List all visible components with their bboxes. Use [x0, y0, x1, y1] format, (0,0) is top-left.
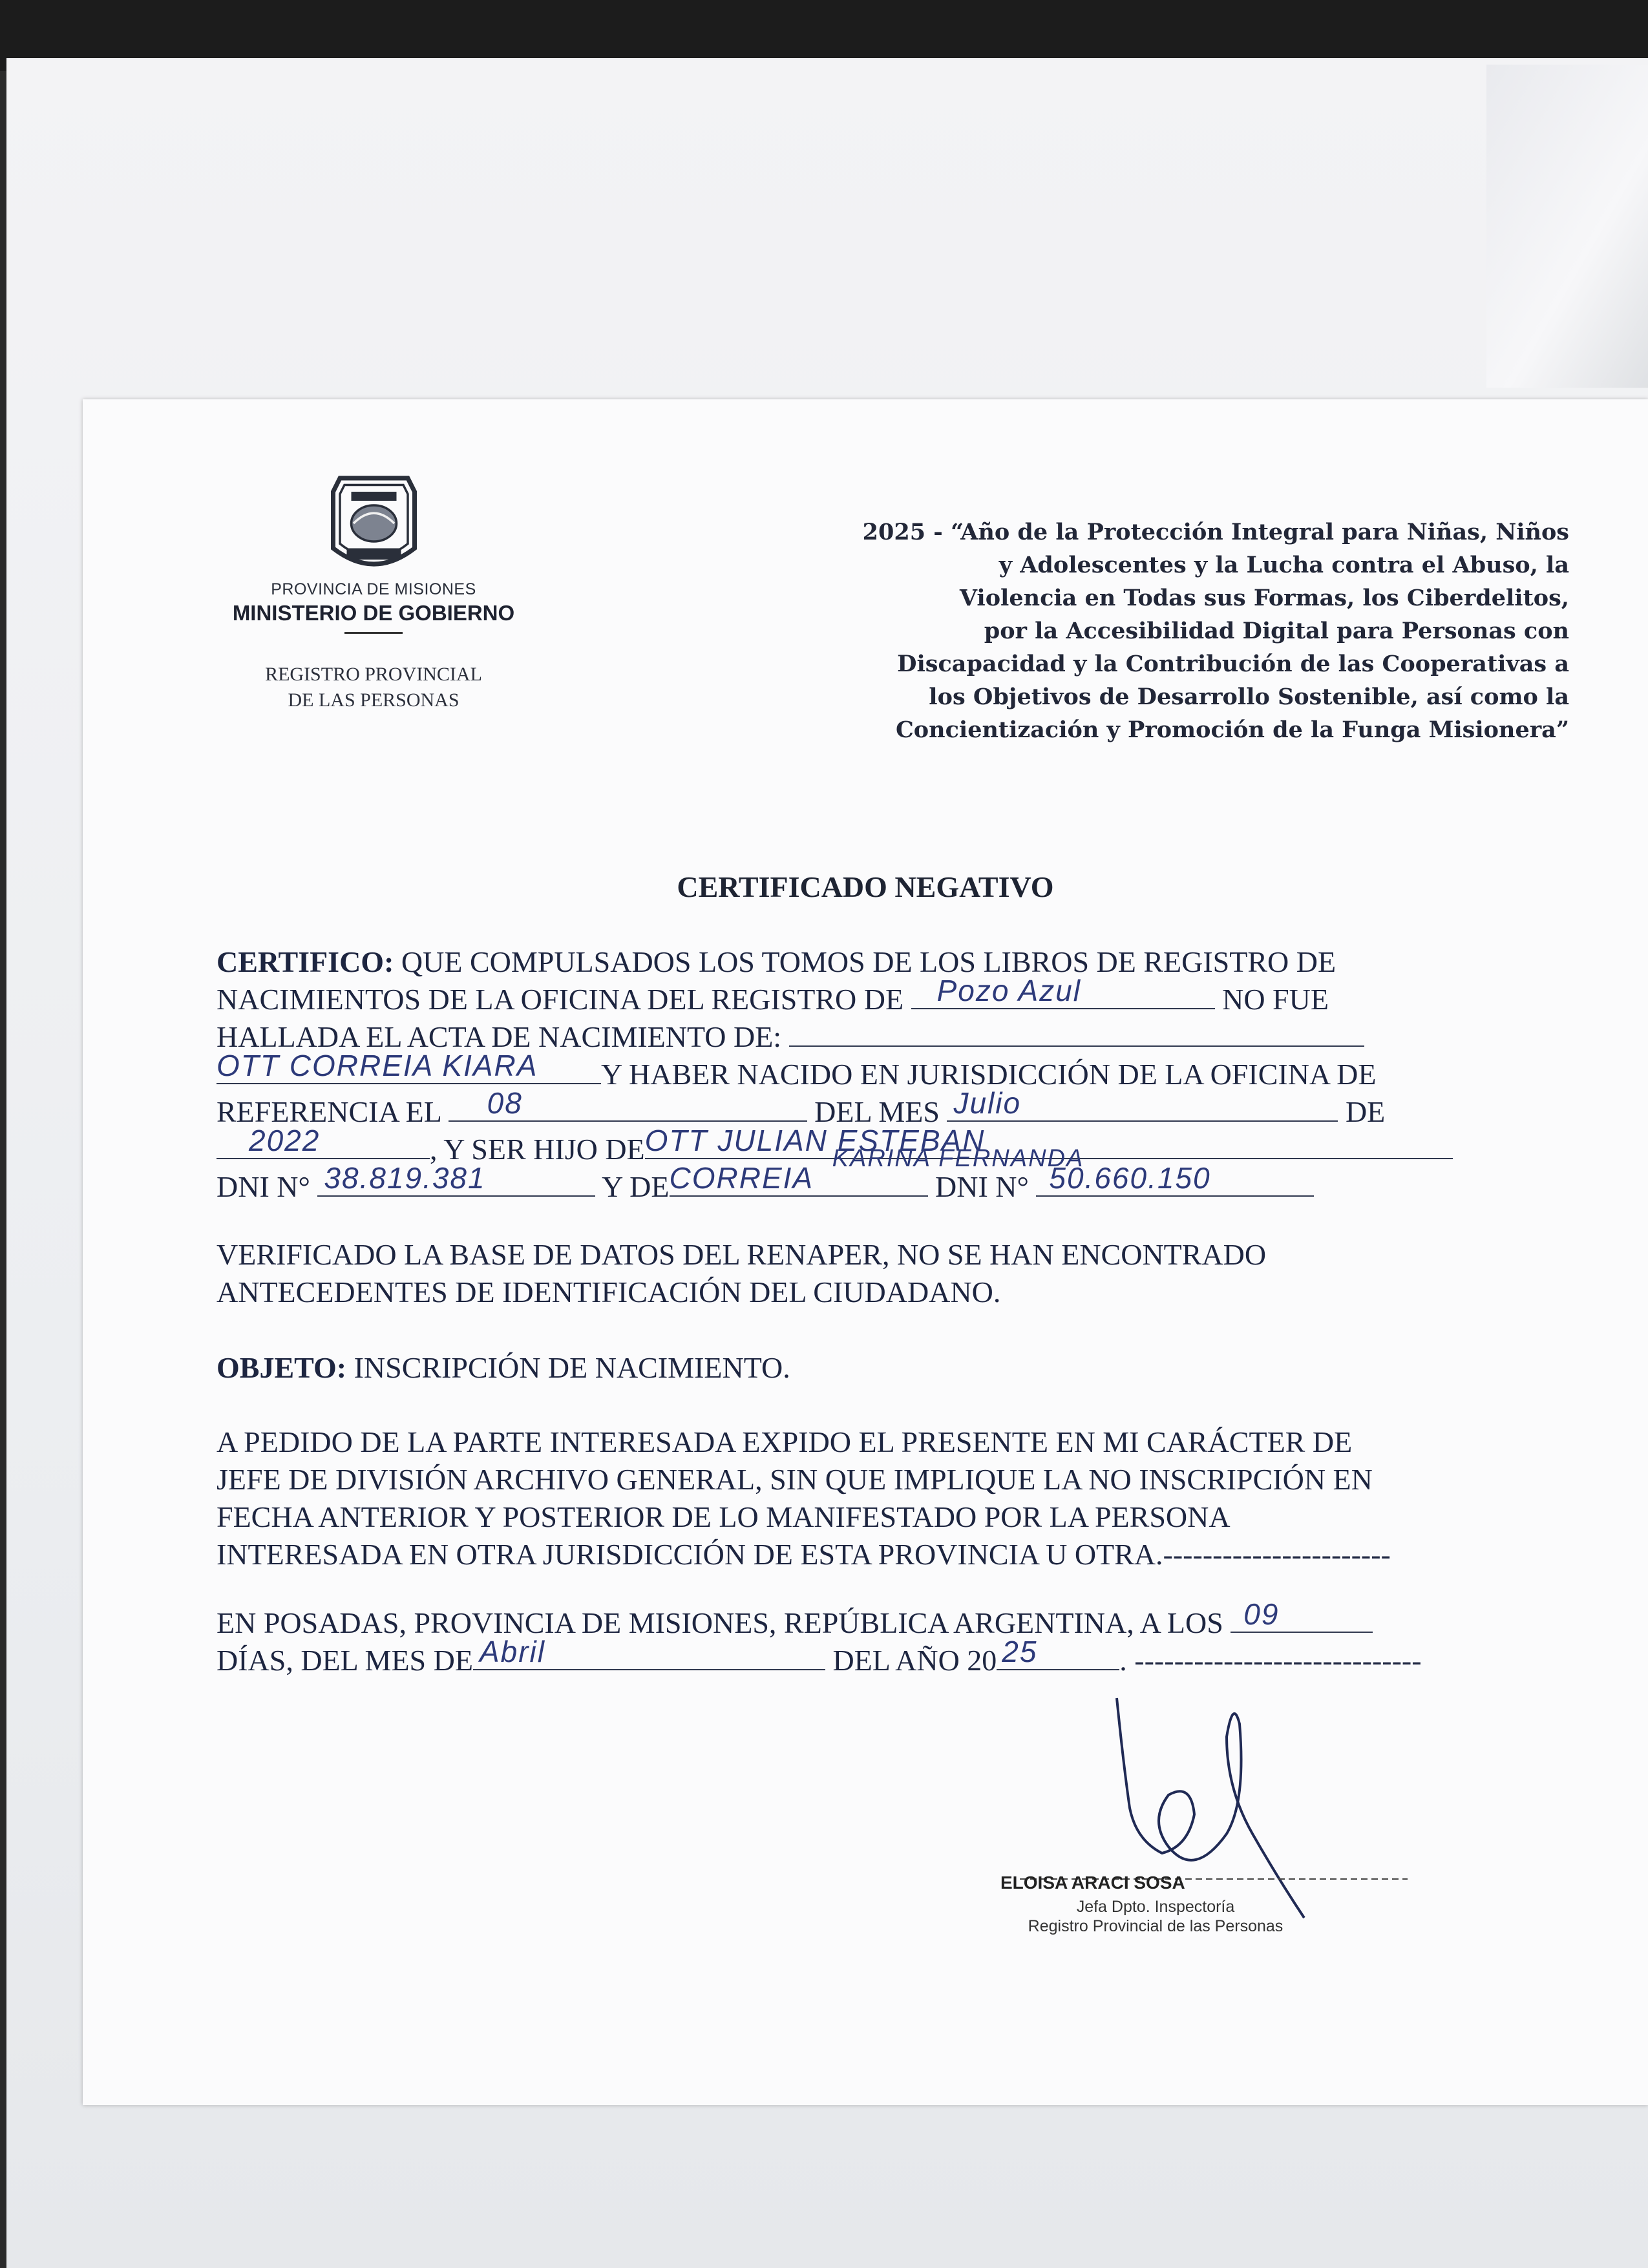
birth-month-value: Julio: [953, 1086, 1022, 1120]
child-name-field: [217, 1049, 601, 1084]
child-name-value: OTT CORREIA KIARA: [217, 1049, 538, 1082]
purpose-paragraph: [217, 1349, 1561, 1387]
parents-field: [644, 1124, 1453, 1172]
purpose-text: INSCRIPCIÓN DE NACIMIENTO.: [354, 1351, 790, 1384]
signatory-office: Registro Provincial de las Personas: [1028, 1917, 1284, 1935]
motto-line: 2025 - “Año de la Protección Integral para Niñas, Niños: [862, 519, 1569, 545]
certify-text: HALLADA EL ACTA DE NACIMIENTO DE:: [217, 1020, 782, 1053]
verification-line: ANTECEDENTES DE IDENTIFICACIÓN DEL CIUDADANO.: [217, 1276, 1001, 1308]
issue-month-value: Abril: [479, 1635, 545, 1668]
issue-day-field: [1231, 1597, 1373, 1633]
certify-text: Y HABER NACIDO EN JURISDICCIÓN DE LA OFICINA DE: [601, 1058, 1377, 1091]
request-line: JEFE DE DIVISIÓN ARCHIVO GENERAL, SIN QUE IMPLIQUE LA NO INSCRIPCIÓN EN: [217, 1463, 1373, 1496]
motto-line: y Adolescentes y la Lucha contra el Abuso, la: [998, 552, 1569, 578]
registry-label: [225, 662, 522, 713]
certify-text: DEL MES: [814, 1095, 940, 1128]
motto-line: los Objetivos de Desarrollo Sostenible, así como la: [929, 684, 1569, 710]
provincial-seal-icon: [317, 469, 430, 582]
closing-text: EN POSADAS, PROVINCIA DE MISIONES, REPÚBLICA ARGENTINA, A LOS: [217, 1606, 1223, 1639]
signatory-name: ELOISA ARACI SOSA: [1000, 1873, 1185, 1893]
back-sheet-fold: [1486, 65, 1648, 388]
certify-text: , Y SER HIJO DE: [430, 1133, 645, 1166]
ministry-label: MINISTERIO DE GOBIERNO: [232, 601, 515, 625]
mother-dni-value: 50.660.150: [1049, 1161, 1211, 1195]
certify-text: QUE COMPULSADOS LOS TOMOS DE LOS LIBROS DE REGISTRO DE: [401, 945, 1336, 978]
mother-dni-field: [1036, 1161, 1314, 1197]
signatory-role: [962, 1897, 1349, 1936]
motto-line: Discapacidad y la Contribución de las Cooperativas a: [897, 651, 1569, 677]
issue-year-value: 25: [1002, 1635, 1038, 1668]
closing-text: . -----------------------------: [1119, 1644, 1422, 1677]
certify-text: DNI N°: [935, 1170, 1029, 1203]
closing-paragraph: [217, 1597, 1561, 1679]
certify-text: NO FUE: [1222, 983, 1329, 1016]
father-name-value: OTT JULIAN ESTEBAN: [644, 1124, 986, 1157]
certify-text: NACIMIENTOS DE LA OFICINA DEL REGISTRO DE: [217, 983, 904, 1016]
certify-text: REFERENCIA EL: [217, 1095, 441, 1128]
birth-day-field: [449, 1086, 807, 1122]
father-dni-field: [317, 1161, 595, 1197]
document-title: CERTIFICADO NEGATIVO: [677, 870, 1054, 903]
request-line: INTERESADA EN OTRA JURISDICCIÓN DE ESTA PROVINCIA U OTRA.-----------------------: [217, 1538, 1391, 1571]
verification-line: VERIFICADO LA BASE DE DATOS DEL RENAPER, NO SE HAN ENCONTRADO: [217, 1238, 1267, 1271]
year-motto: [651, 516, 1569, 746]
mother-surname-value: CORREIA: [669, 1161, 814, 1195]
birth-day-value: 08: [487, 1086, 523, 1120]
certify-label: CERTIFICO:: [217, 945, 394, 978]
issue-day-value: 09: [1243, 1597, 1280, 1631]
issue-month-field: [473, 1635, 825, 1670]
father-dni-value: 38.819.381: [324, 1161, 486, 1195]
child-blank: [789, 1018, 1364, 1047]
motto-line: Violencia en Todas sus Formas, los Ciberdelitos,: [959, 585, 1569, 611]
certify-text: DE: [1345, 1095, 1386, 1128]
office-field: [911, 974, 1215, 1009]
office-value: Pozo Azul: [936, 974, 1082, 1007]
verification-paragraph: [217, 1236, 1561, 1311]
closing-text: DEL AÑO 20: [832, 1644, 997, 1677]
birth-year-value: 2022: [249, 1124, 321, 1157]
mother-given-names-value: KARINA FERNANDA: [832, 1145, 1084, 1172]
request-line: FECHA ANTERIOR Y POSTERIOR DE LO MANIFESTADO POR LA PERSONA: [217, 1500, 1231, 1533]
certify-text: DNI N°: [217, 1170, 310, 1203]
header-divider: [344, 632, 403, 634]
closing-text: DÍAS, DEL MES DE: [217, 1644, 473, 1677]
birth-year-field: [217, 1124, 430, 1159]
request-line: A PEDIDO DE LA PARTE INTERESADA EXPIDO EL PRESENTE EN MI CARÁCTER DE: [217, 1425, 1353, 1458]
birth-month-field: [947, 1086, 1338, 1122]
certify-text: Y DE: [602, 1170, 670, 1203]
issue-year-field: [997, 1635, 1119, 1670]
request-paragraph: [217, 1423, 1561, 1573]
province-label: PROVINCIA DE MISIONES: [271, 580, 476, 598]
motto-line: por la Accesibilidad Digital para Personas con: [984, 618, 1569, 644]
certify-paragraph: [217, 943, 1561, 1206]
certificate-document: [83, 399, 1648, 2105]
motto-line: Concientización y Promoción de la Funga Misionera”: [895, 717, 1569, 743]
registry-line-1: REGISTRO PROVINCIAL: [265, 664, 482, 685]
registry-line-2: DE LAS PERSONAS: [288, 689, 460, 711]
purpose-label: OBJETO:: [217, 1351, 347, 1384]
mother-field: [669, 1161, 928, 1197]
signatory-title: Jefa Dpto. Inspectoría: [1076, 1898, 1235, 1916]
